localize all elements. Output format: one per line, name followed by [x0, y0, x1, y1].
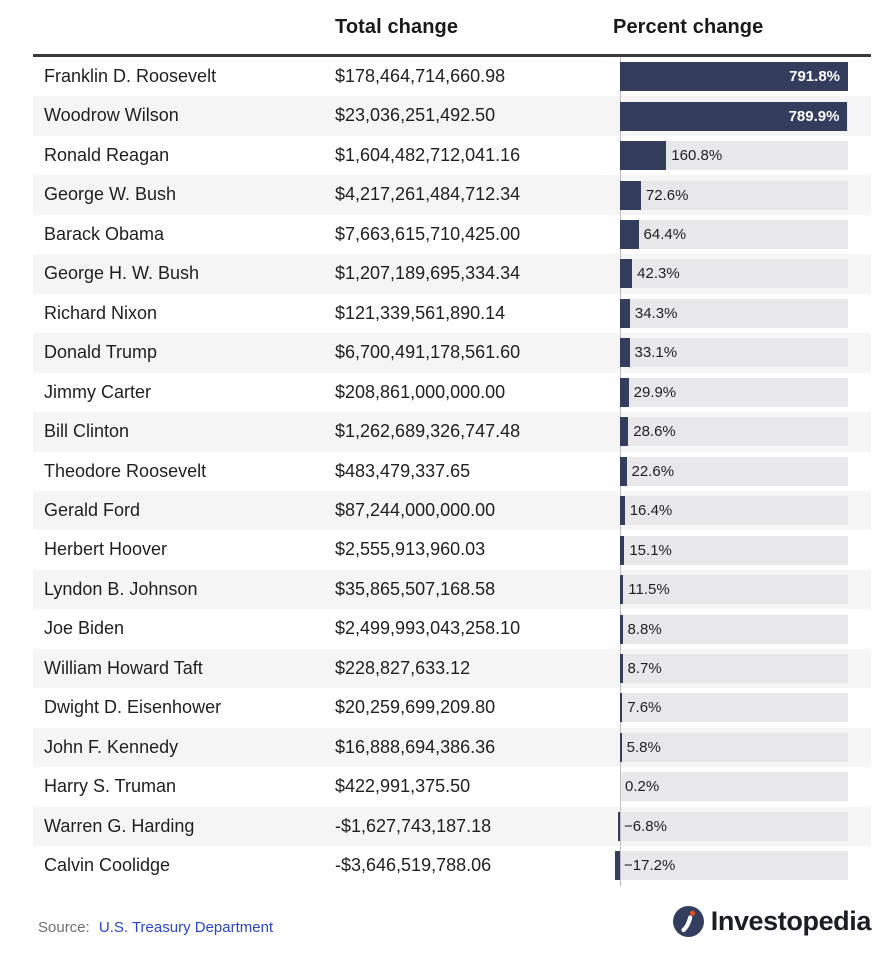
table-row: [33, 373, 871, 412]
president-name: Richard Nixon: [44, 302, 158, 323]
percent-bar: [620, 615, 623, 644]
percent-change-cell: [620, 733, 848, 762]
president-name: Barack Obama: [44, 223, 165, 244]
president-name: Jimmy Carter: [44, 381, 151, 402]
president-name: Bill Clinton: [44, 421, 130, 442]
total-change-value: $422,991,375.50: [335, 776, 471, 797]
table-row: [33, 452, 871, 491]
percent-bar: [615, 851, 620, 880]
president-name: Lyndon B. Johnson: [44, 578, 198, 599]
percent-label: 15.1%: [629, 541, 672, 559]
percent-bar: [620, 181, 641, 210]
total-change-value: $208,861,000,000.00: [335, 381, 506, 402]
president-name: Woodrow Wilson: [44, 105, 179, 126]
percent-change-cell: [620, 575, 848, 604]
investopedia-logo-icon: [673, 906, 704, 937]
total-change-value: $1,207,189,695,334.34: [335, 263, 521, 284]
percent-change-cell: [620, 259, 848, 288]
total-change-value: $2,555,913,960.03: [335, 539, 486, 560]
percent-label: 8.7%: [627, 659, 662, 677]
table-row: [33, 649, 871, 688]
total-change-value: -$1,627,743,187.18: [335, 815, 492, 836]
percent-label: 72.6%: [645, 186, 689, 204]
total-change-value: -$3,646,519,788.06: [335, 855, 492, 876]
percent-bar: [620, 417, 628, 446]
total-change-value: $20,259,699,209.80: [335, 697, 496, 718]
table-row: [33, 728, 871, 767]
total-change-value: $7,663,615,710,425.00: [335, 223, 521, 244]
percent-label: 791.8%: [789, 68, 840, 86]
president-name: Warren G. Harding: [44, 815, 195, 836]
president-name: Gerald Ford: [44, 499, 141, 520]
percent-bar: [620, 496, 625, 525]
total-change-value: $16,888,694,386.36: [335, 736, 496, 757]
president-name: William Howard Taft: [44, 657, 203, 678]
percent-bar: [620, 299, 630, 328]
president-name: John F. Kennedy: [44, 736, 179, 757]
percent-bar: [620, 141, 666, 170]
percent-change-cell: [620, 62, 848, 91]
table-row: [33, 846, 871, 885]
percent-change-cell: [620, 417, 848, 446]
percent-label: 42.3%: [637, 265, 680, 283]
table-row: [33, 333, 871, 372]
percent-bar: [618, 812, 620, 841]
percent-bar: [620, 378, 629, 407]
percent-bar: [620, 457, 627, 486]
percent-change-cell: [620, 457, 848, 486]
total-change-value: $178,464,714,660.98: [335, 66, 506, 86]
percent-change-cell: [620, 772, 848, 801]
total-change-value: $228,827,633.12: [335, 657, 471, 678]
president-name: George W. Bush: [44, 184, 177, 205]
table-body: [33, 57, 871, 886]
total-change-value: $1,604,482,712,041.16: [335, 144, 521, 165]
percent-change-cell: [620, 496, 848, 525]
percent-change-cell: [620, 536, 848, 565]
source-link[interactable]: U.S. Treasury Department: [98, 919, 274, 936]
president-name: Ronald Reagan: [44, 144, 170, 165]
total-change-value: $483,479,337.65: [335, 460, 471, 481]
table-row: [33, 530, 871, 569]
percent-bar: [620, 338, 630, 367]
table-row: [33, 294, 871, 333]
percent-label: 0.2%: [625, 778, 660, 796]
percent-label: 8.8%: [627, 620, 662, 638]
percent-label: 64.4%: [643, 226, 687, 243]
table-row: [33, 688, 871, 727]
percent-label: 160.8%: [671, 147, 723, 165]
percent-bar: [620, 575, 623, 604]
table-row: [33, 412, 871, 451]
percent-change-cell: [620, 812, 848, 841]
president-name: Joe Biden: [44, 618, 125, 639]
percent-label: 33.1%: [634, 344, 678, 362]
investopedia-logo-text: Investopedia: [710, 906, 871, 936]
percent-label: 7.6%: [627, 699, 662, 717]
total-change-value: $35,865,507,168.58: [335, 578, 496, 599]
total-change-value: $4,217,261,484,712.34: [335, 184, 521, 205]
president-name: Donald Trump: [44, 342, 158, 363]
total-change-value: $121,339,561,890.14: [335, 302, 506, 323]
percent-label: −6.8%: [624, 817, 667, 835]
table-row: [33, 570, 871, 609]
percent-change-cell: [620, 181, 848, 210]
column-header-total-change: Total change: [335, 16, 459, 38]
table-row: [33, 136, 871, 175]
table-row: [33, 807, 871, 846]
percent-change-cell: [620, 141, 848, 170]
president-name: George H. W. Bush: [44, 263, 200, 284]
percent-change-cell: [620, 299, 848, 328]
percent-bar: [620, 733, 622, 762]
percent-label: −17.2%: [624, 857, 676, 875]
percent-label: 789.9%: [788, 107, 840, 125]
total-change-value: $6,700,491,178,561.60: [335, 342, 521, 363]
table-row: [33, 96, 871, 135]
table-row: [33, 767, 871, 806]
table-row: [33, 254, 871, 293]
percent-change-cell: [620, 615, 848, 644]
source-line: [38, 919, 273, 936]
percent-change-cell: [620, 693, 848, 722]
percent-change-cell: [620, 851, 848, 880]
percent-label: 22.6%: [631, 462, 675, 480]
percent-label: 34.3%: [634, 304, 678, 322]
total-change-value: $1,262,689,326,747.48: [335, 421, 521, 442]
percent-bar: [620, 259, 632, 288]
table-row: [33, 175, 871, 214]
percent-change-cell: [620, 654, 848, 683]
total-change-value: $2,499,993,043,258.10: [335, 618, 521, 639]
percent-bar: [620, 220, 639, 249]
president-name: Franklin D. Roosevelt: [44, 66, 217, 86]
president-name: Harry S. Truman: [44, 776, 177, 797]
percent-bar: [620, 536, 624, 565]
source-prefix-label: Source:: [38, 919, 90, 936]
investopedia-logo: [673, 906, 871, 937]
table-row: [33, 215, 871, 254]
percent-label: 16.4%: [629, 502, 673, 520]
percent-label: 5.8%: [626, 738, 661, 756]
president-name: Herbert Hoover: [44, 539, 168, 560]
percent-change-cell: [620, 378, 848, 407]
total-change-value: $23,036,251,492.50: [335, 105, 496, 126]
percent-label: 28.6%: [633, 423, 676, 441]
table-row: [33, 57, 871, 96]
percent-bar: [620, 693, 622, 722]
percent-change-cell: [620, 220, 848, 249]
president-name: Calvin Coolidge: [44, 855, 171, 876]
president-name: Theodore Roosevelt: [44, 460, 207, 481]
percent-label: 11.5%: [628, 581, 670, 599]
president-name: Dwight D. Eisenhower: [44, 697, 222, 718]
total-change-value: $87,244,000,000.00: [335, 499, 496, 520]
column-header-percent-change: Percent change: [613, 16, 764, 38]
percent-change-cell: [620, 102, 848, 131]
table-row: [33, 491, 871, 530]
percent-bar: [620, 654, 623, 683]
percent-label: 29.9%: [633, 383, 677, 401]
table-row: [33, 609, 871, 648]
percent-change-cell: [620, 338, 848, 367]
